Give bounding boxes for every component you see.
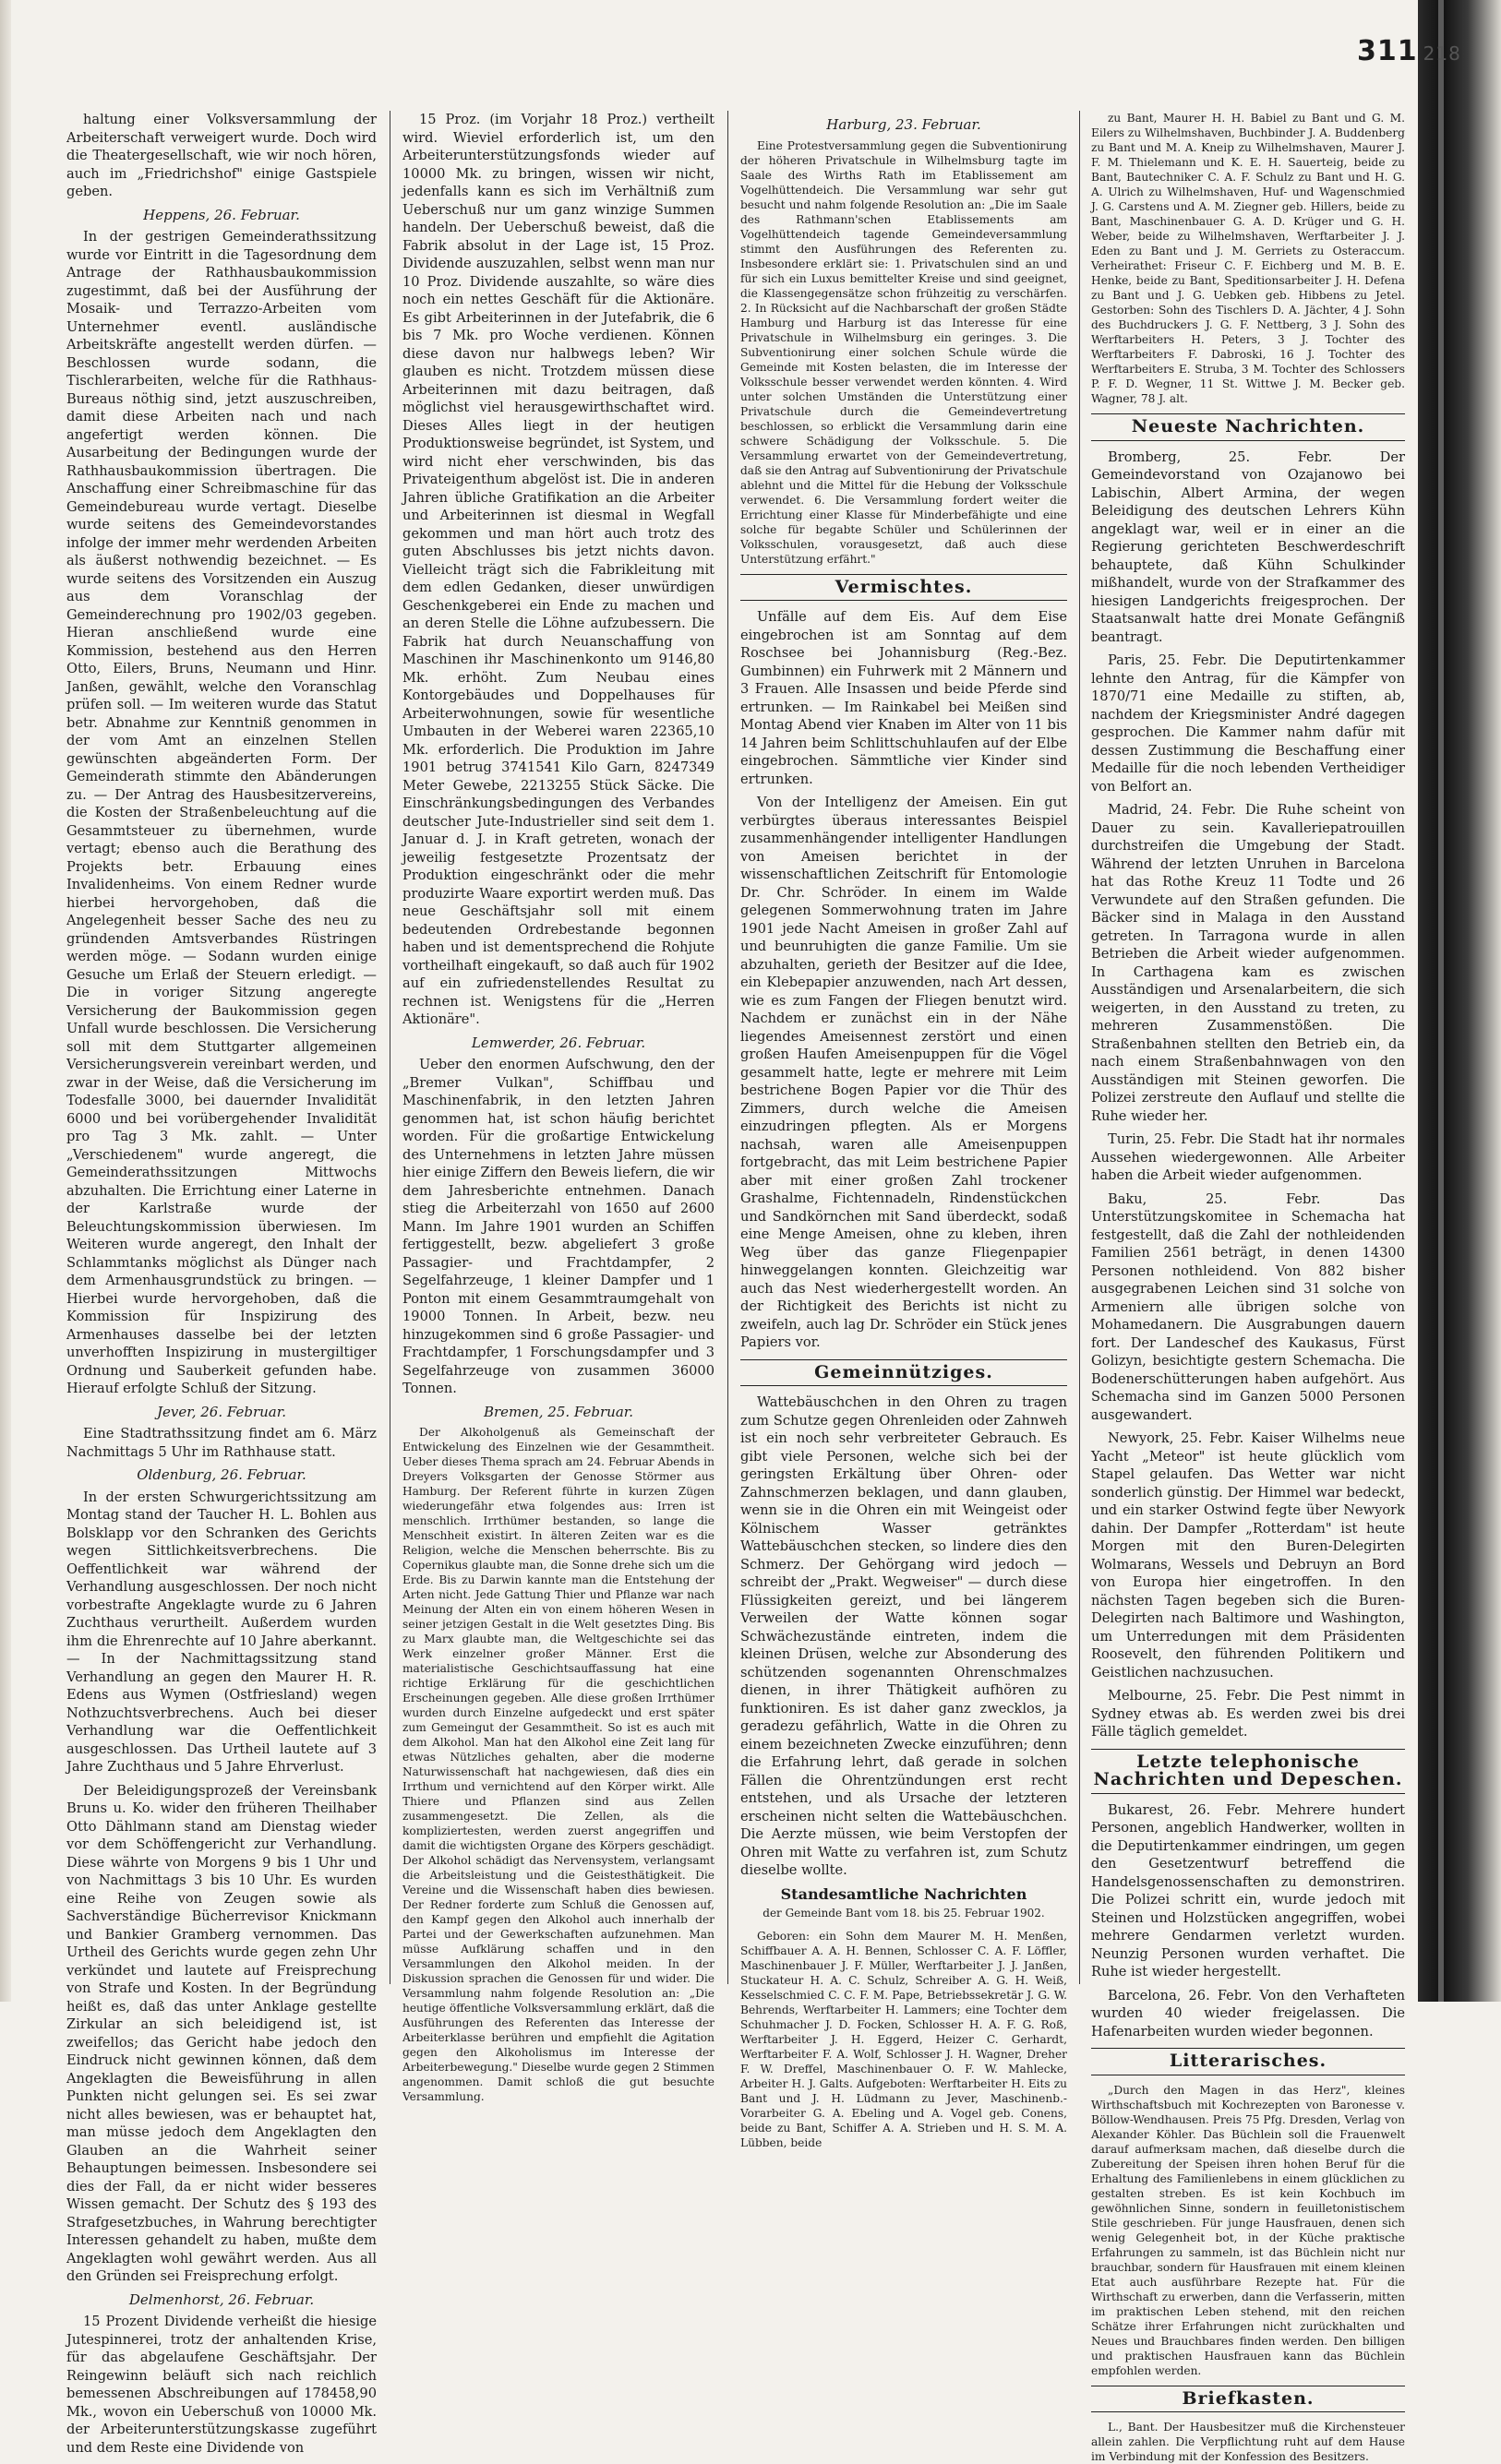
article-paragraph: 15 Proz. (im Vorjahr 18 Proz.) vertheilt wird. Wieviel erforderlich ist, um den Arbeiterunterstützungsfonds wieder auf 10000 Mk. zu bringen, wissen wir nicht, jedenfalls kann es sich im Verhältniß zum Ueberschuß nur um ganz winzige Summen handeln. Der Ueberschuß beweist, daß die Fabrik absolut in der Lage ist, 15 Proz. Dividende auszuzahlen, selbst wenn man nur 10 Proz. Dividende auszahlte, so wäre dies noch ein nettes Geschäft für die Aktionäre. Es gibt Arbeiterinnen in der Jutefabrik, die 6 bis 7 Mk. pro Woche verdienen. Können diese davon nur halbwegs leben? Wir glauben es nicht. Trotzdem müssen diese Arbeiterinnen mit dazu beitragen, daß möglichst viel herausgewirthschaftet wird. Dieses Alles liegt in der heutigen Produktionsweise begründet, ist System, und wird nicht eher verschwinden, bis das Privateigenthum abgelöst ist. Die in anderen Jahren übliche Gratifikation an die Arbeiter und Arbeiterinnen ist diesmal in Wegfall gekommen und man hört auch trotz des guten Abschlusses bis jetzt nichts davon. Vielleicht trägt sich die Fabrikleitung mit dem edlen Gedanken, dieser unwürdigen Geschenkgeberei ein Ende zu machen und an deren Stelle die Löhne aufzubessern. Die Fabrik hat durch Neuanschaffung von Maschinen ihr Maschinenkonto um 9146,80 Mk. erhöht. Zum Neubau eines Kontorgebäudes und Doppelhauses für Arbeiterwohnungen, sowie für wesentliche Umbauten in der Weberei waren 22365,10 Mk. erforderlich. Die Produktion im Jahre 1901 betrug 3741541 Kilo Garn, 8247349 Meter Gewebe, 2213255 Stück Säcke. Die Einschränkungsbedingungen des Verbandes deutscher Jute-Industrieller sind seit dem 1. Januar d. J. in Kraft getreten, wonach der jeweilig festgesetzte Prozentsatz der Produktion eingeschränkt oder die mehr produzirte Waare exportirt werden muß. Das neue Geschäftsjahr soll mit einem bedeutenden Ordrebestande begonnen haben und ist dementsprechend die Rohjute vortheilhaft eingekauft, so daß auch für 1902 auf ein zufriedenstellendes Resultat zu rechnen ist. Wenigstens für die „Herren Aktionäre". — [402, 112, 714, 1027]
section-heading: Letzte telephonische Nachrichten und Depeschen. — [1091, 1749, 1405, 1794]
article-paragraph-small: Der Alkoholgenuß als Gemeinschaft der Entwickelung des Einzelnen wie der Gesammtheit. Ueber dieses Thema sprach am 24. Februar Abends in Dreyers Volksgarten der Genosse Störmer aus Hamburg. Der Referent führte in kurzen Zügen wiederungefähr etwa folgendes aus: Irren ist menschlich. Irrthümer bestanden, so lange die Menschheit existirt. In älteren Zeiten war es die Religion, welche die Menschen beherrschte. Bis zu Copernikus glaubte man, die Sonne drehe sich um die Erde. Bis zu Darwin kannte man die Entstehung der Arten nicht. Jede Gattung Thier und Pflanze war nach Meinung der Alten ein von einem höheren Wesen in seiner jetzigen Gestalt in die Welt gesetztes Ding. Bis zu Marx glaubte man, die Weltgeschichte sei das Werk einzelner großer Männer. Erst die materialistische Geschichtsauffassung hat eine richtige Erklärung für die geschichtlichen Erscheinungen gegeben. Alle diese großen Irrthümer wurden durch Einzelne aufgedeckt und erst später zum Gemeingut der Gesammtheit. So ist es auch mit dem Alkohol. Man hat den Alkohol eine Zeit lang für etwas Nützliches gehalten, aber die moderne Naturwissenschaft hat nachgewiesen, daß dies ein Irrthum und vernichtend auf den Körper wirkt. Alle Thiere und Pflanzen sind aus Zellen zusammengesetzt. Die Zellen, als die kompliziertesten, werden zuerst angegriffen und damit die wichtigsten Organe des Körpers geschädigt. Der Alkohol schädigt das Nervensystem, verlangsamt die Arbeitsleistung und die Geistesthätigkeit. Die Vereine und die Wissenschaft haben dies bewiesen. Der Redner forderte zum Schluß die Genossen auf, den Kampf gegen den Alkohol auch innerhalb der Partei und der Gewerkschaften aufzunehmen. Man müsse Aufklärung schaffen und in den Versammlungen den Alkohol meiden. In der Diskussion sprachen die Genossen für und wider. Die Versammlung nahm folgende Resolution an: „Die heutige öffentliche Volksversammlung erklärt, daß die Ausführungen des Referenten das Interesse der Arbeiterklasse berühren und empfiehlt die Agitation gegen den Alkoholismus im Interesse der Arbeiterbewegung." Dieselbe wurde gegen 2 Stimmen angenommen. Damit schloß die gut besuchte Versammlung. — [402, 1426, 714, 2103]
article-paragraph: Barcelona, 26. Febr. Von den Verhafteten wurden 40 wieder freigelassen. Die Hafenarbeiten wurden wieder begonnen. — [1091, 1987, 1405, 2039]
article-paragraph-small: zu Bant, Maurer H. H. Babiel zu Bant und G. M. Eilers zu Wilhelmshaven, Buchbinder J. A. Buddenberg zu Bant und M. A. Kneip zu Wilhelmshaven, Maurer J. F. M. Thielemann und K. E. H. Sauerteig, beide zu Bant, Bautechniker C. A. F. Schulz zu Bant und H. G. A. Ulrich zu Wilhelmshaven, Huf- und Wagenschmied J. G. Carstens und A. M. Ziegner geb. Hillers, beide zu Bant, Maschinenbauer G. A. D. Krüger und G. H. Weber, beide zu Wilhelmshaven, Werftarbeiter J. J. Eden zu Bant und J. M. Gerriets zu Osteraccum. Verheirathet: Friseur C. F. Eichberg und M. B. E. Henke, beide zu Bant, Speditionsarbeiter J. H. Defena zu Bant und J. G. Uebken geb. Hibbens zu Jetel. Gestorben: Sohn des Tischlers D. A. Jächter, 4 J. Sohn des Buchdruckers J. G. F. Nettberg, 3 J. Sohn des Werftarbeiters H. Peters, 3 J. Tochter des Werftarbeiters F. Dabroski, 16 J. Tochter des Werftarbeiters E. Struba, 3 M. Tochter des Schlossers P. F. D. Wegner, 11 St. Wittwe J. M. Becker geb. Wagner, 78 J. alt. — [1091, 112, 1405, 405]
article-paragraph: Der Beleidigungsprozeß der Vereinsbank Bruns u. Ko. wider den früheren Theilhaber Otto Dählmann stand am Dienstag wieder vor dem Schöffengericht zur Verhandlung. Diese währte von Morgens 9 bis 1 Uhr und von Nachmittags 3 bis 10 Uhr. Es wurden eine Reihe von Zeugen sowie als Sachverständige Bücherrevisor Knickmann und Bankier Gramberg vernommen. Das Urtheil des Gerichts wurde gegen zehn Uhr verkündet und lautete auf Freisprechung von Strafe und Kosten. In der Begründung heißt es, daß das unter Anklage gestellte Zirkular an sich beleidigend ist, ist zweifellos; das Gericht habe jedoch den Eindruck nicht gewinnen können, daß dem Angeklagten die Beweisführung in allen Punkten nicht gelungen sei. Es sei zwar nicht alles bewiesen, was er behauptet hat, man müsse jedoch dem Angeklagten den Glauben an die Wahrheit seiner Behauptungen beimessen. Insbesondere sei dies der Fall, da er nicht wider besseres Wissen gemacht. Der Schutz des § 193 des Strafgesetzbuches, in Wahrung berechtigter Interessen gehandelt zu haben, mußte dem Angeklagten wohl gewährt werden. Aus all den Gründen sei Freisprechung erfolgt. — [66, 1782, 377, 2284]
column-3 — [740, 111, 1067, 2149]
section-heading: Vermischtes. — [740, 574, 1067, 602]
column-1 — [66, 111, 377, 2456]
subheading: Standesamtliche Nachrichten — [780, 1884, 1027, 1903]
article-paragraph: Turin, 25. Febr. Die Stadt hat ihr normales Aussehen wiedergewonnen. Alle Arbeiter haben die Arbeit wieder aufgenommen. — [1091, 1131, 1405, 1183]
article-paragraph: Wattebäuschchen in den Ohren zu tragen zum Schutze gegen Ohrenleiden oder Zahnweh ist ein noch sehr verbreiteter Gebrauch. Es gibt viele Personen, welche sich bei der geringsten Erkältung über Ohren- oder Zahnschmerzen beklagen, und dann glauben, wenn sie in die Ohren ein mit Weingeist oder Kölnischem Wasser getränktes Wattebäuschchen stecken, so lindere dies den Schmerz. Der Gehörgang wird jedoch — schreibt der „Prakt. Wegweiser" — durch diese Flüssigkeiten gereizt, und bei längerem Verweilen der Watte können sogar Schwächezustände eintreten, indem die kleinen Drüsen, welche zur Absonderung des schützenden sogenannten Ohrenschmalzes dienen, in ihrer Thätigkeit aufhören zu funktioniren. Es ist daher ganz zwecklos, ja geradezu gefährlich, Watte in die Ohren zu einem bezeichneten Zwecke einzuführen; denn die Erfahrung lehrt, daß gerade in solchen Fällen die Ohrentzündungen erst recht entstehen, und als Ursache der letzteren erscheinen nicht selten die Wattebäuschchen. Die Aerzte müssen, wie beim Verstopfen der Ohren mit Watte zu verfahren ist, zum Schutz dieselbe wollte. — [740, 1394, 1067, 1878]
article-paragraph-small: Geboren: ein Sohn dem Maurer M. H. Menßen, Schiffbauer A. A. H. Bennen, Schlosser C. A. F. Löffler, Maschinenbauer J. F. Müller, Werftarbeiter J. J. Janßen, Stuckateur H. A. C. Schulz, Schreiber A. G. H. Weiß, Kesselschmied C. C. F. M. Pape, Betriebssekretär J. G. W. Behrends, Werftarbeiter H. Lammers; eine Tochter dem Schuhmacher J. D. Focken, Schlosser H. A. F. G. Roß, Werftarbeiter J. H. Eggerd, Heizer C. Gerhardt, Werftarbeiter F. A. Wolf, Schlosser J. H. Wagner, Dreher F. W. Dreffel, Maschinenbauer O. F. W. Mahlecke, Arbeiter H. J. Galts. Aufgeboten: Werftarbeiter H. Eits zu Bant und J. H. Lüdmann zu Jever, Maschinenb.-Vorarbeiter G. A. Ebeling und A. Vogel geb. Conens, beide zu Bant, Schiffer A. A. Strieben und H. S. M. A. Lübben, beide — [740, 1929, 1067, 2149]
scan-binding-edge — [1418, 0, 1501, 2002]
dateline: Bremen, 25. Februar. — [483, 1403, 634, 1420]
article-paragraph: Paris, 25. Febr. Die Deputirtenkammer lehnte den Antrag, für die Kämpfer von 1870/71 eine Medaille zu stiften, ab, nachdem der Kriegsminister André dagegen gesprochen. Die Kammer nahm dafür mit dessen Zustimmung die Beschaffung einer Medaille für die noch lebenden Vertheidiger von Belfort an. — [1091, 652, 1405, 795]
article-paragraph: 15 Prozent Dividende verheißt die hiesige Jutespinnerei, trotz der anhaltenden Krise, für das abgelaufene Geschäftsjahr. Der Reingewinn beläuft sich nach reichlich bemessenen Abschreibungen auf 178458,90 Mk., wovon ein Ueberschuß von 10000 Mk. der Arbeiterunterstützungskasse zugeführt und dem Reste eine Dividende von — [66, 2314, 377, 2456]
column-rule — [1079, 111, 1080, 1984]
article-paragraph: Von der Intelligenz der Ameisen. Ein gut verbürgtes überaus interessantes Beispiel zusammenhängender intelligenter Handlungen von Ameisen berichtet in der wissenschaftlichen Zeitschrift für Entomologie Dr. Chr. Schröder. In einem im Walde gelegenen Sommerwohnung traten im Jahre 1901 jede Nacht Ameisen in großer Zahl auf und beunruhigten die ganze Familie. Um sie abzuhalten, gerieth der Besitzer auf die Idee, ein Klebepapier anzuwenden, nach Art dessen, wie es zum Fangen der Fliegen benutzt wird. Nachdem er zunächst ein in der Nähe liegendes Ameisennest zerstört und einen großen Haufen Ameisenpuppen für die Vögel gesammelt hatte, legte er mehrere mit Leim bestrichene Bogen Papier vor die Thür des Zimmers, durch welche die Ameisen einzudringen pflegten. Als er Morgens nachsah, waren alle Ameisenpuppen fortgebracht, das mit Leim bestrichene Papier aber mit einer großen Zahl trockener Grashalme, Fichtennadeln, Rindenstückchen und Sandkörnchen mit Sand überdeckt, sodaß eine Menge Ameisen, ohne zu kleben, ihren Weg über das ganze Fliegenpapier hinweggelangen konnten. Gleichzeitig war auch das Nest wiederhergestellt worden. An der Richtigkeit des Berichts ist nicht zu zweifeln, auch lag Dr. Schröder ein Stück jenes Papiers vor. — [740, 795, 1067, 1350]
column-2 — [402, 111, 714, 2103]
article-paragraph: In der ersten Schwurgerichtssitzung am Montag stand der Taucher H. L. Bohlen aus Bolsklapp vor den Schranken des Gerichts wegen Sittlichkeitsverbrechens. Die Oeffentlichkeit war während der Verhandlung ausgeschlossen. Der noch nicht vorbestrafte Angeklagte wurde zu 6 Jahren Zuchthaus verurtheilt. Außerdem wurden ihm die Ehrenrechte auf 10 Jahre aberkannt. — In der Nachmittagssitzung stand Verhandlung an gegen den Maurer H. R. Edens aus Wymen (Ostfriesland) wegen Nothzuchtsverbrechens. Auch bei dieser Verhandlung war die Oeffentlichkeit ausgeschlossen. Das Urtheil lautete auf 3 Jahre Zuchthaus und 5 Jahre Ehrverlust. — [66, 1489, 377, 1775]
newspaper-page — [66, 111, 1405, 2463]
section-heading: Neueste Nachrichten. — [1091, 413, 1405, 441]
section-heading: Briefkasten. — [1091, 2386, 1405, 2413]
article-paragraph: Eine Stadtrathssitzung findet am 6. März Nachmittags 5 Uhr im Rathhause statt. — [66, 1426, 377, 1460]
dateline: Harburg, 23. Februar. — [826, 116, 981, 133]
article-paragraph: haltung einer Volksversammlung der Arbeiterschaft verweigert wurde. Doch wird die Theatergesellschaft, wie wir noch hören, auch im „Friedrichshof" einige Gastspiele geben. — [66, 112, 377, 199]
article-paragraph-small: „Durch den Magen in das Herz", kleines Wirthschaftsbuch mit Kochrezepten von Baronesse v. Böllow-Wendhausen. Preis 75 Pfg. Dresden, Verlag von Alexander Köhler. Das Büchlein soll die Frauenwelt darauf aufmerksam machen, daß dieselbe durch die Zubereitung der Speisen ihren hohen Beruf für die Erhaltung des Familienlebens in einem glücklichen zu gestalten streben. Es ist kein Kochbuch im gewöhnlichen Sinne, sondern in feuilletonistischem Stile geschrieben. Für junge Hausfrauen, denen sich wenig Gelegenheit bot, in der Küche praktische Erfahrungen zu sammeln, ist das Büchlein nicht nur brauchbar, sondern für Hausfrauen mit einem kleinen Etat auch ausführbare Rezepte hat. Für die Wirthschaft zu erwerben, dann die Verfasserin, mitten im praktischen Leben stehend, mit den reichen Schätze ihrer Erfahrungen nicht zurückhalten und Neues und Brauchbares finden werden. Den billigen und praktischen Hausfrauen kann das Büchlein empfohlen werden. — [1091, 2083, 1405, 2377]
article-paragraph: In der gestrigen Gemeinderathssitzung wurde vor Eintritt in die Tagesordnung dem Antrage der Rathhausbaukommission zugestimmt, daß bei der Ausführung der Mosaik- und Terrazzo-Arbeiten vom Unternehmer eventl. ausländische Arbeitskräfte angestellt werden dürfen. — Beschlossen wurde sodann, die Tischlerarbeiten, welche für die Rathhaus-Bureaus nöthig sind, jetzt auszuschreiben, damit diese Arbeiten nach und nach angefertigt werden können. Die Ausarbeitung der Bedingungen wurde der Rathhausbaukommission übertragen. Die Anschaffung einer Schreibmaschine für das Gemeindebureau wurde vertagt. Dieselbe wurde seitens des Gemeindevorstandes infolge der immer mehr werdenden Arbeiten als äußerst nothwendig bezeichnet. — Es wurde seitens des Vorsitzenden ein Auszug aus dem Voranschlag der Gemeinderechnung pro 1902/03 gegeben. Hieran anschließend wurde eine Kommission, bestehend aus den Herren Otto, Eilers, Bruns, Neumann und Hinr. Janßen, gewählt, welche den Voranschlag prüfen soll. — Im weiteren wurde das Statut betr. Abnahme zur Kenntniß genommen in der vom Amt an einzelnen Stellen gewünschten abgeänderten Form. Der Gemeinderath stimmte den Abänderungen zu. — Der Antrag des Hausbesitzervereins, die Kosten der Straßenbeleuchtung auf die Gesammtsteuer zu übernehmen, wurde vertagt; ebenso auch die Berathung des Projekts betr. Erbauung eines Invalidenheims. Von einem Redner wurde hierbei hervorgehoben, daß die Angelegenheit besser Sache des neu zu gründenden Amtsverbandes Rüstringen werden möge. — Sodann wurden einige Gesuche um Erlaß der Steuern erledigt. — Die in voriger Sitzung angeregte Versicherung der Baukommission gegen Unfall wurde beschlossen. Die Versicherung soll mit dem Stuttgarter allgemeinen Versicherungsverein vereinbart werden, und zwar in der Weise, daß die Versicherung im Todesfalle 3000, bei dauernder Invalidität 6000 und bei vorübergehender Invalidität pro Tag 3 Mk. zahlt. — Unter „Verschiedenem" wurde angeregt, die Gemeinderathssitzungen Mittwochs abzuhalten. Die Errichtung einer Laterne in der Karlstraße wurde der Beleuchtungskommission überwiesen. Im Weiteren wurde angeregt, den Inhalt der Schlammtanks möglichst als Dünger nach dem Armenhausgrundstück zu bringen. — Hierbei wurde hervorgehoben, daß die Kommission für Inspizirung des Armenhauses dasselbe bei der letzten unverhofften Inspizirung in mustergiltiger Ordnung und Sauberkeit gefunden habe. Hierauf erfolgte Schluß der Sitzung. — [66, 229, 377, 1396]
dateline: Oldenburg, 26. Februar. — [137, 1466, 306, 1483]
article-paragraph: Melbourne, 25. Febr. Die Pest nimmt in Sydney etwas ab. Es werden zwei bis drei Fälle täglich gemeldet. — [1091, 1688, 1405, 1740]
section-heading: Gemeinnütziges. — [740, 1359, 1067, 1387]
dateline: Heppens, 26. Februar. — [143, 206, 300, 223]
article-paragraph: Ueber den enormen Aufschwung, den der „Bremer Vulkan", Schiffbau und Maschinenfabrik, in den letzten Jahren genommen hat, ist schon häufig berichtet worden. Für die großartige Entwickelung des Unternehmens in letzten Jahre müssen hier einige Ziffern den Beweis liefern, die wir dem Jahresberichte entnehmen. Danach stieg die Arbeiterzahl von 1650 auf 2600 Mann. Im Jahre 1901 wurden an Schiffen fertiggestellt, bezw. abgeliefert 3 große Passagier- und Frachtdampfer, 2 Segelfahrzeuge, 1 kleiner Dampfer und 1 Ponton mit einem Gesammtraumgehalt von 19000 Tonnen. In Arbeit, bezw. neu hinzugekommen sind 6 große Passagier- und Frachtdampfer, 1 Forschungsdampfer und 3 Segelfahrzeuge von zusammen 36000 Tonnen. — [402, 1057, 714, 1396]
article-paragraph-small: Eine Protestversammlung gegen die Subventionirung der höheren Privatschule in Wilhelmsburg tagte im Saale des Wirths Rath im Etablissement am Vogelhüttendeich. Die Versammlung war sehr gut besucht und nahm folgende Resolution an: „Die im Saale des Rathmann'schen Etablissements am Vogelhüttendeich tagende Gemeindeversammlung stimmt den Ausführungen des Referenten zu. Insbesondere erklärt sie: 1. Privatschulen sind an und für sich ein Luxus bemittelter Kreise und sind geeignet, die Klassengegensätze schon frühzeitig zu verschärfen. 2. In Rücksicht auf die Nachbarschaft der großen Städte Hamburg und Harburg ist das Interesse für eine Privatschule in Wilhelmsburg ein geringes. 3. Die Subventionirung einer solchen Schule würde die Gemeinde mit Kosten belasten, die im Interesse der Volksschule besser verwendet werden könnten. 4. Wird unter solchen Umständen die Unterstützung einer Privatschule durch die Gemeindevertretung beschlossen, so erblickt die Versammlung darin eine schwere Schädigung der Volksschule. 5. Die Versammlung erwartet von der Gemeindevertretung, daß sie den Antrag auf Subventionirung der Privatschule ablehnt und die Mittel für die Hebung der Volksschule verwendet. 6. Die Versammlung fordert weiter die Errichtung einer Klasse für Minderbefähigte und eine solche für begabte Schüler und Schülerinnen der Volksschulen, vorausgesetzt, daß auch diese Unterstützung erfährt." — [740, 138, 1067, 566]
dateline: Jever, 26. Februar. — [156, 1403, 287, 1420]
article-paragraph: Madrid, 24. Febr. Die Ruhe scheint von Dauer zu sein. Kavalleriepatrouillen durchstreifen die Umgebung der Stadt. Während der letzten Unruhen in Barcelona hat das Rothe Kreuz 11 Todte und 26 Verwundete auf den Straßen gefunden. Die Bäcker sind in Malaga in den Ausstand getreten. In Tarragona wurde in allen Betrieben die Arbeit wieder aufgenommen. In Carthagena kam es zwischen Ausständigen und Arsenalarbeitern, die sich weigerten, in den Ausstand zu treten, zu mehreren Zusammenstößen. Die Straßenbahnen stellten den Betrieb ein, da nach einem Straßenbahnwagen von den Ausständigen mit Steinen geworfen. Die Polizei zerstreute den Auflauf und stellte die Ruhe wieder her. — [1091, 802, 1405, 1124]
article-paragraph: Unfälle auf dem Eis. Auf dem Eise eingebrochen ist am Sonntag auf dem Roschsee bei Johannisburg (Reg.-Bez. Gumbinnen) ein Fuhrwerk mit 2 Männern und 3 Frauen. Alle Insassen und beide Pferde sind ertrunken. — Im Rainkabel bei Meißen sind Montag Abend vier Knaben im Alter von 11 bis 14 Jahren beim Schlittschuhlaufen auf der Elbe eingebrochen. Sämmtliche vier Kinder sind ertrunken. — [740, 609, 1067, 787]
article-paragraph: Baku, 25. Febr. Das Unterstützungskomitee in Schemacha hat festgestellt, daß die Zahl der nothleidenden Familien 2561 beträgt, in denen 14300 Personen nothleidend. Von 882 bisher ausgegrabenen Leichen sind 31 solche von Armeniern alle übrigen solche von Mohamedanern. Die Ausgrabungen dauern fort. Der Landeschef des Kaukasus, Fürst Golizyn, besichtigte gestern Schemacha. Die Bodenerschütterungen haben aufgehört. Aus Schemacha sind im Ganzen 5000 Personen ausgewandert. — [1091, 1190, 1405, 1423]
article-paragraph: Bukarest, 26. Febr. Mehrere hundert Personen, angeblich Handwerker, wollten in die Deputirtenkammer eindringen, um gegen den Gesetzentwurf betreffend die Handelsgenossenschaften zu demonstriren. Die Polizei schritt ein, wurde jedoch mit Steinen und Holzstücken angegriffen, wobei mehrere Gendarmen verletzt wurden. Neunzig Personen wurden verhaftet. Die Ruhe ist wieder hergestellt. — [1091, 1801, 1405, 1980]
page-number — [1357, 35, 1461, 67]
scan-edge-left — [0, 0, 11, 2002]
subheading-line: der Gemeinde Bant vom 18. bis 25. Februar 1902. — [763, 1907, 1045, 1920]
article-paragraph: Newyork, 25. Febr. Kaiser Wilhelms neue Yacht „Meteor" ist heute glücklich vom Stapel gelaufen. Das Wetter war nicht sonderlich günstig. Der Himmel war bedeckt, und ein starker Ostwind fegte über Newyork dahin. Der Dampfer „Rotterdam" ist heute Morgen mit den Buren-Delegirten Wolmarans, Wessels und Debruyn an Bord von Europa hier eingetroffen. In den nächsten Tagen begeben sich die Buren-Delegirten nach Baltimore und Washington, um Unterredungen mit dem Präsidenten Roosevelt, den führenden Politikern und Geistlichen nachzusuchen. — [1091, 1430, 1405, 1681]
column-rule — [727, 111, 728, 1984]
dateline: Delmenhorst, 26. Februar. — [128, 2291, 315, 2308]
column-4 — [1091, 111, 1405, 2463]
article-paragraph-small: L., Bant. Der Hausbesitzer muß die Kirchensteuer allein zahlen. Die Verpflichtung ruht auf dem Hause im Verbindung mit der Konfession des Besitzers. — [1091, 2421, 1405, 2463]
section-heading: Litterarisches. — [1091, 2048, 1405, 2075]
article-paragraph: Bromberg, 25. Febr. Der Gemeindevorstand von Ozajanowo bei Labischin, Albert Armina, der wegen Beleidigung des deutschen Lehrers Kühn angeklagt war, weil er in einer an die Regierung gerichteten Beschwerdeschrift behauptete, daß Kühn Schulkinder mißhandelt, wurde von der Strafkammer des hiesigen Landgerichts freigesprochen. Der Staatsanwalt hatte drei Monate Gefängniß beantragt. — [1091, 449, 1405, 645]
page-number-faint: 218 — [1423, 42, 1461, 65]
page-number-main: 311 — [1357, 35, 1418, 67]
dateline: Lemwerder, 26. Februar. — [471, 1034, 646, 1051]
